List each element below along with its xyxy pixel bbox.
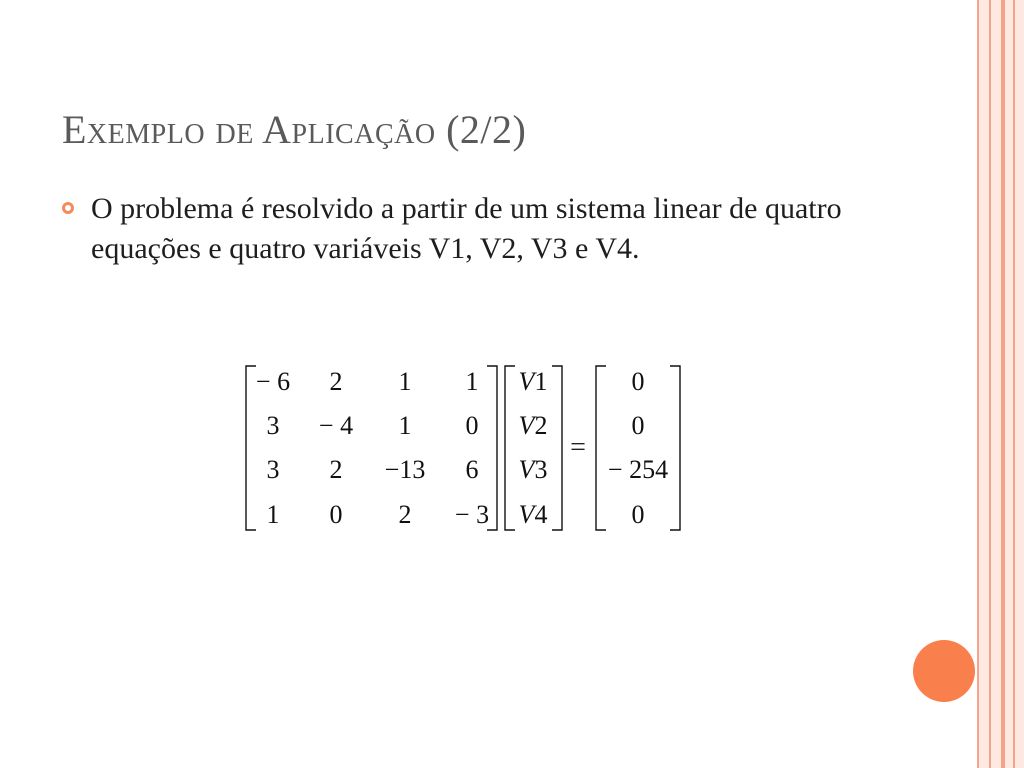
variable-vector-left-bracket bbox=[505, 366, 515, 530]
matrix-cell: 2 bbox=[398, 500, 412, 529]
matrix-cell: − 4 bbox=[318, 411, 354, 440]
matrix-cell: −13 bbox=[384, 455, 426, 484]
frame-line-4 bbox=[1013, 0, 1015, 768]
result-cell: 0 bbox=[631, 500, 645, 529]
matrix-cell: 1 bbox=[398, 367, 412, 396]
equals-sign: = bbox=[570, 432, 586, 463]
matrix-cell: 3 bbox=[266, 455, 280, 484]
frame-line-3 bbox=[1001, 0, 1005, 768]
accent-circle bbox=[913, 640, 975, 702]
variable-cell: V3 bbox=[518, 455, 548, 484]
matrix-cell: 1 bbox=[266, 500, 280, 529]
result-cell: − 254 bbox=[607, 455, 669, 484]
matrix-cell: 1 bbox=[465, 367, 479, 396]
coefficient-matrix-left-bracket bbox=[246, 366, 256, 530]
matrix-cell: 2 bbox=[329, 455, 343, 484]
variable-cell: V4 bbox=[518, 500, 548, 529]
result-vector-left-bracket bbox=[596, 366, 606, 530]
slide-title: Exemplo de Aplicação (2/2) bbox=[62, 107, 527, 152]
bullet-text: O problema é resolvido a partir de um sistema linear de quatro equações e quatro variáveis V1, V2, V3 e V4. bbox=[91, 192, 842, 265]
result-cell: 0 bbox=[631, 411, 645, 440]
result-cell: 0 bbox=[631, 367, 645, 396]
linear-system-equation bbox=[240, 360, 690, 536]
matrix-cell: 2 bbox=[329, 367, 343, 396]
variable-vector-right-bracket bbox=[552, 366, 562, 530]
bullet-icon bbox=[62, 202, 74, 214]
matrix-cell: 1 bbox=[398, 411, 412, 440]
frame-line-1 bbox=[977, 0, 979, 768]
matrix-cell: 0 bbox=[329, 500, 343, 529]
frame-line-2 bbox=[989, 0, 991, 768]
matrix-cell: 0 bbox=[465, 411, 479, 440]
matrix-cell: − 6 bbox=[255, 367, 291, 396]
variable-cell: V2 bbox=[518, 411, 548, 440]
matrix-cell: − 3 bbox=[454, 500, 490, 529]
variable-cell: V1 bbox=[518, 367, 548, 396]
matrix-cell: 6 bbox=[465, 455, 479, 484]
matrix-cell: 3 bbox=[266, 411, 280, 440]
result-vector-right-bracket bbox=[670, 366, 680, 530]
